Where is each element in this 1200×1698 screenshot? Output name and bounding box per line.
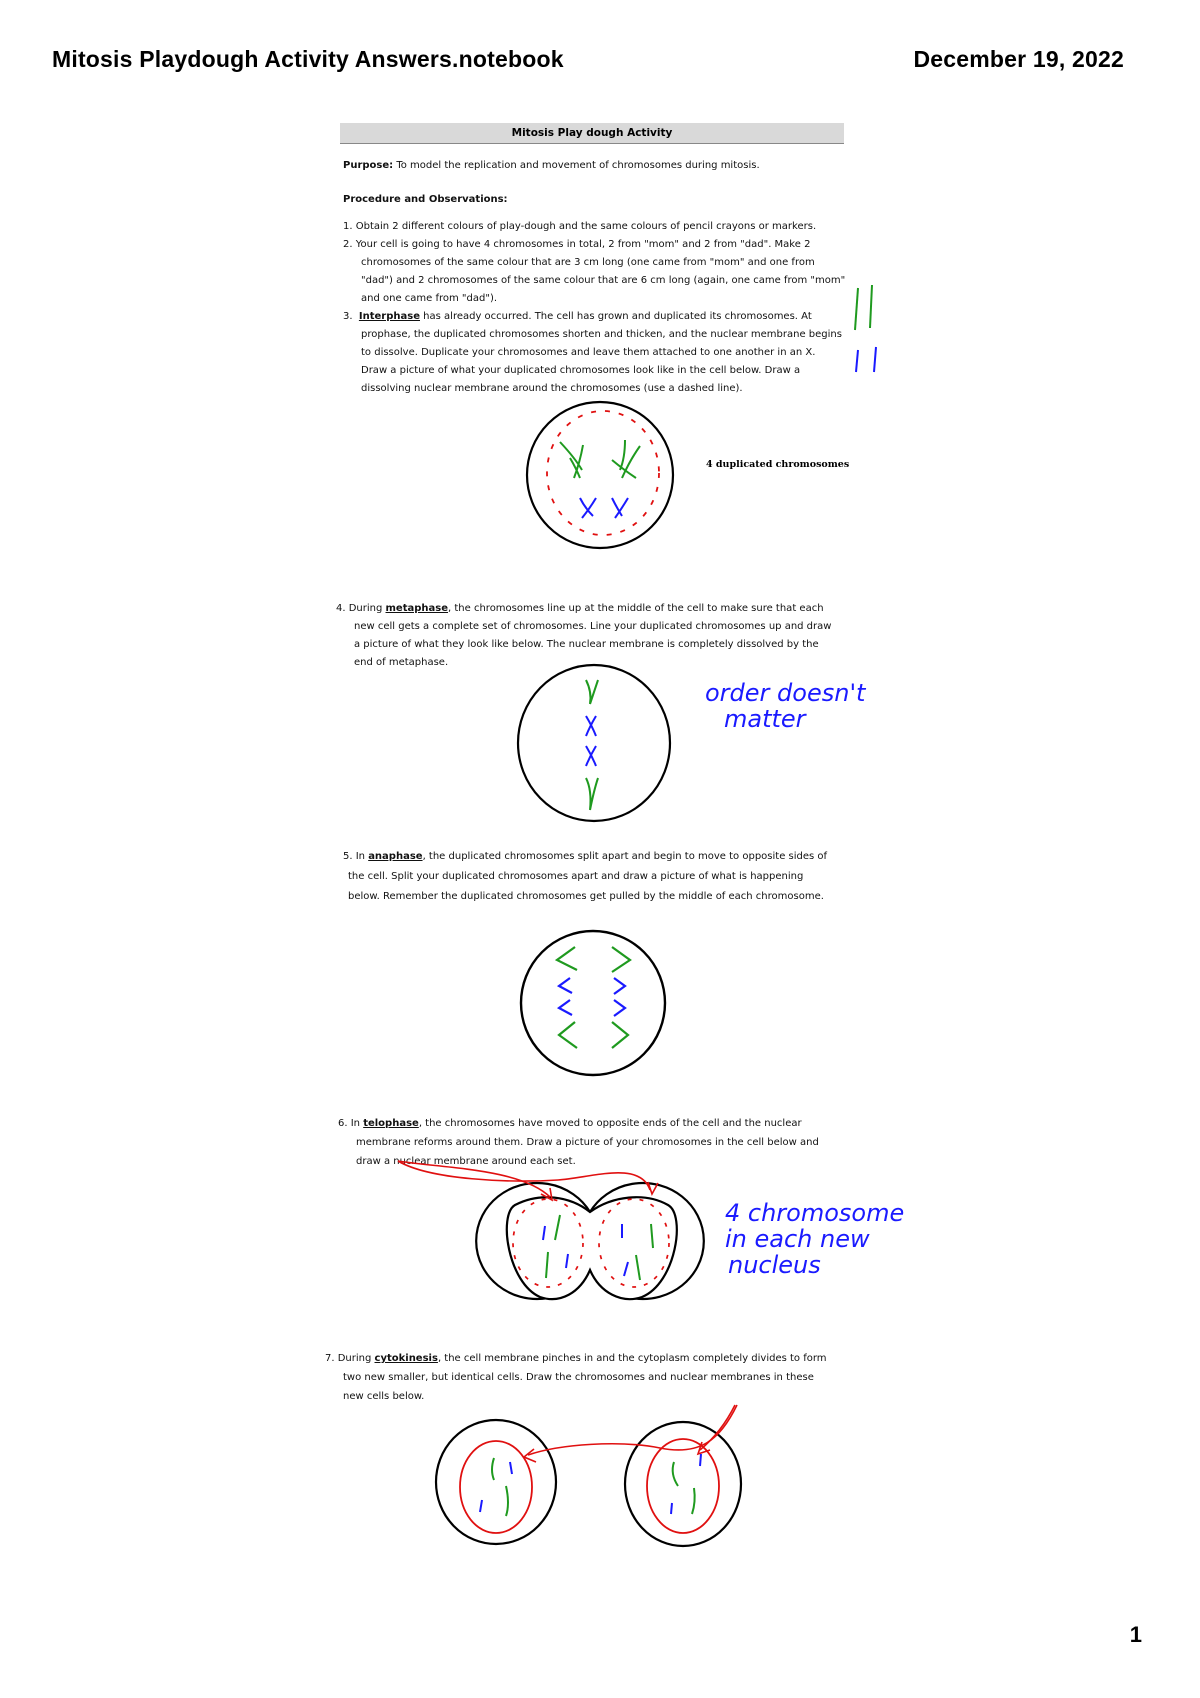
anaphase-cell xyxy=(521,931,665,1075)
step-3-line-2: prophase, the duplicated chromosomes shorten and thicken, and the nuclear membrane begins xyxy=(361,329,842,340)
step-3-number: 3. xyxy=(343,311,353,322)
page-number: 1 xyxy=(1129,1622,1142,1647)
metaphase-note-line-2: matter xyxy=(724,705,806,733)
step-6-line-2: membrane reforms around them. Draw a picture of your chromosomes in the cell below and xyxy=(356,1137,819,1148)
step-4-line-4: end of metaphase. xyxy=(354,657,449,668)
step-4-keyword: metaphase xyxy=(385,603,449,614)
step-5-prefix: 5. In xyxy=(343,851,369,862)
duplicated-chromosomes-label: 4 duplicated chromosomes xyxy=(706,459,850,470)
metaphase-note-line-1: order doesn't xyxy=(705,679,866,707)
purpose-label: Purpose: xyxy=(343,160,394,171)
step-6-keyword: telophase xyxy=(363,1118,419,1129)
worksheet-title: Mitosis Play dough Activity xyxy=(340,123,844,144)
document-date: December 19, 2022 xyxy=(913,46,1124,72)
step-4-text: , the chromosomes line up at the middle of the cell to make sure that each xyxy=(448,603,824,614)
step-4-prefix: 4. During xyxy=(336,603,386,614)
metaphase-cell xyxy=(518,665,670,821)
step-7-line-3: new cells below. xyxy=(343,1391,425,1402)
telophase-note-line-2: in each new xyxy=(725,1225,870,1253)
cytokinesis-cells xyxy=(436,1405,741,1546)
document-title: Mitosis Playdough Activity Answers.notebook xyxy=(52,46,564,72)
step-3-line-4: Draw a picture of what your duplicated chromosomes look like in the cell below. Draw a xyxy=(361,365,801,376)
step-7-prefix: 7. During xyxy=(325,1353,375,1364)
step-3-line-3: to dissolve. Duplicate your chromosomes and leave them attached to one another in an X. xyxy=(361,347,816,358)
purpose-text: To model the replication and movement of chromosomes during mitosis. xyxy=(396,160,760,171)
step-2-line-1: 2. Your cell is going to have 4 chromosomes in total, 2 from "mom" and 2 from "dad". Make 2 xyxy=(343,239,811,250)
step-5-line-2: the cell. Split your duplicated chromosomes apart and draw a picture of what is happening xyxy=(348,871,804,882)
step-6-text: , the chromosomes have moved to opposite ends of the cell and the nuclear xyxy=(418,1118,802,1129)
step-7-text: , the cell membrane pinches in and the cytoplasm completely divides to form xyxy=(437,1353,827,1364)
step-2-line-2: chromosomes of the same colour that are 3 cm long (one came from "mom" and one from xyxy=(361,257,815,268)
step-7-line-2: two new smaller, but identical cells. Draw the chromosomes and nuclear membranes in these xyxy=(343,1372,814,1383)
step-2-line-3: "dad") and 2 chromosomes of the same colour that are 6 cm long (again, one came from "mom" xyxy=(361,275,846,286)
step-6-prefix: 6. In xyxy=(338,1118,364,1129)
step-4-line-2: new cell gets a complete set of chromosomes. Line your duplicated chromosomes up and draw xyxy=(354,621,832,632)
margin-marks xyxy=(855,285,876,372)
telophase-cell xyxy=(398,1161,704,1299)
procedure-heading-text: Procedure and Observations: xyxy=(343,194,508,205)
step-5-line-3: below. Remember the duplicated chromosomes get pulled by the middle of each chromosome. xyxy=(348,891,824,902)
step-7-keyword: cytokinesis xyxy=(374,1353,438,1364)
step-5-keyword: anaphase xyxy=(368,851,423,862)
step-1: 1. Obtain 2 different colours of play-dough and the same colours of pencil crayons or markers. xyxy=(343,221,817,232)
telophase-note-line-3: nucleus xyxy=(728,1251,821,1279)
prophase-cell xyxy=(527,402,673,548)
step-4-line-3: a picture of what they look like below. The nuclear membrane is completely dissolved by the xyxy=(354,639,819,650)
step-6-line-3: draw a nuclear membrane around each set. xyxy=(356,1156,576,1167)
step-3-keyword: Interphase xyxy=(358,311,420,322)
step-3-text: has already occurred. The cell has grown and duplicated its chromosomes. At xyxy=(420,311,812,322)
step-5-text: , the duplicated chromosomes split apart and begin to move to opposite sides of xyxy=(422,851,828,862)
telophase-note-line-1: 4 chromosome xyxy=(725,1199,905,1227)
step-2-line-4: and one came from "dad"). xyxy=(361,293,498,304)
step-3-line-5: dissolving nuclear membrane around the chromosomes (use a dashed line). xyxy=(361,383,743,394)
